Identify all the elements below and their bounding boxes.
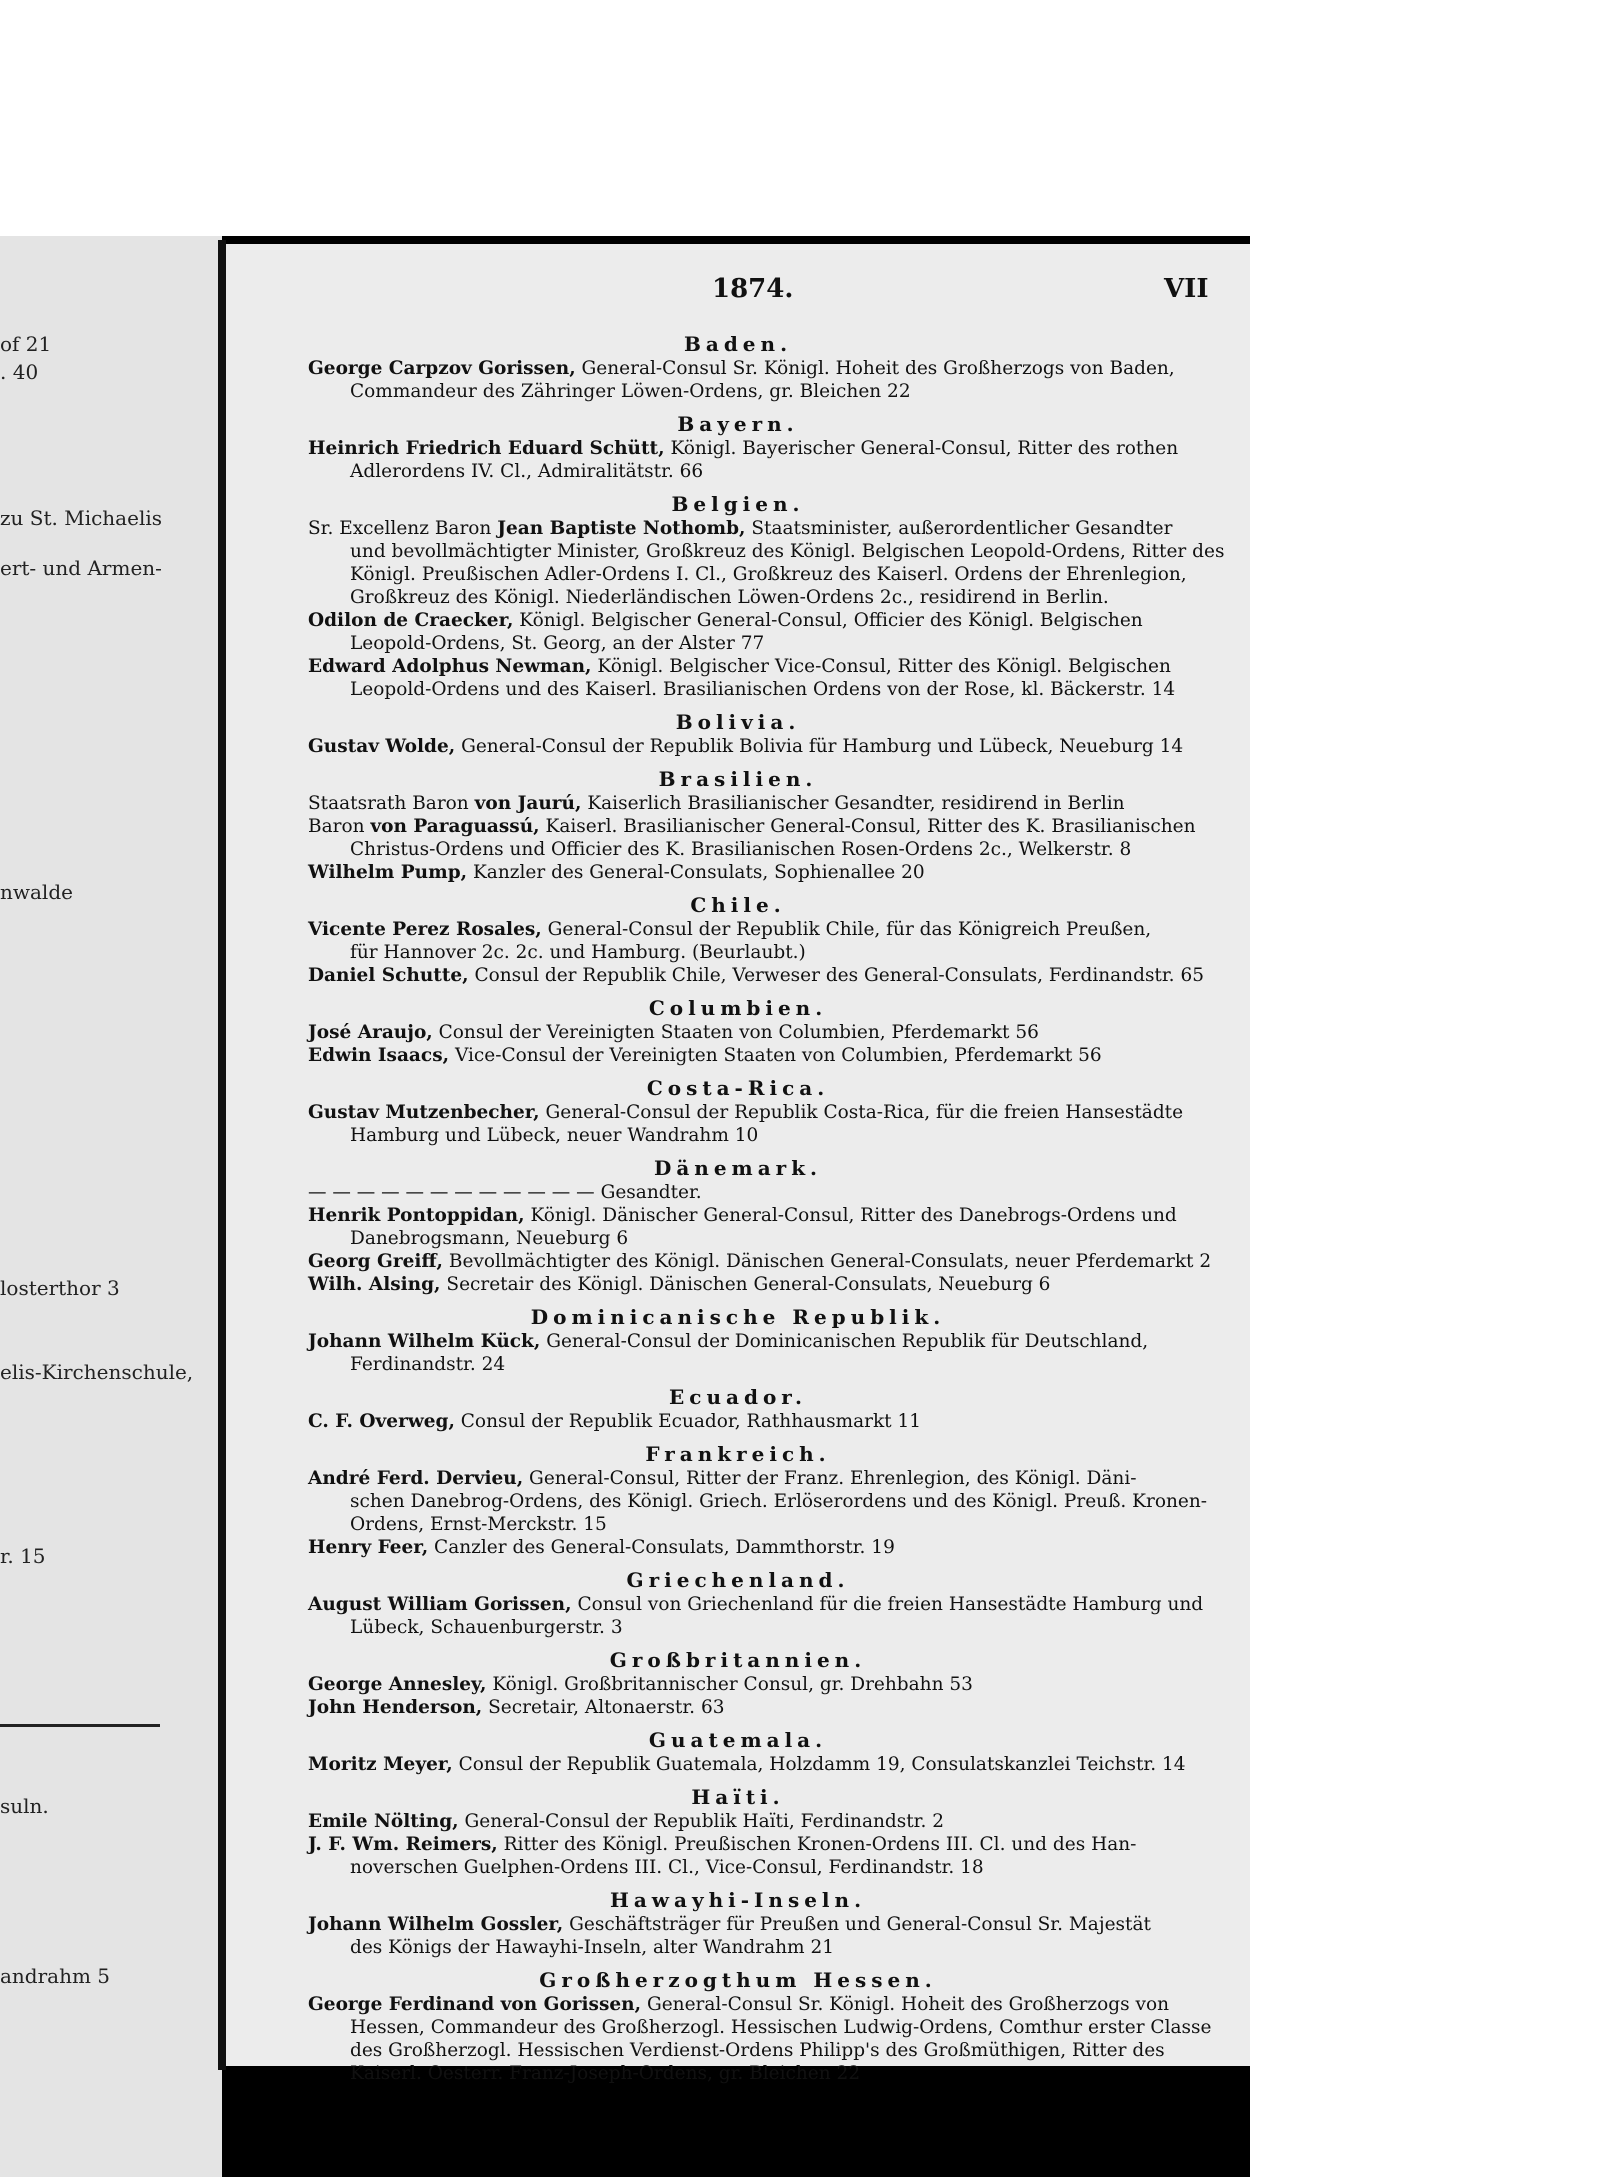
entry-prefix: — — — — — — — — — — — — [308, 1182, 601, 1203]
entry-text: Königl. Preußischen Adler-Ordens I. Cl., Großkreuz des Kaiserl. Ordens der Ehrenlegion, [350, 564, 1187, 585]
entry-text: und bevollmächtigter Minister, Großkreuz des Königl. Belgischen Leopold-Ordens, Ritter des [350, 541, 1225, 562]
left-margin-text: of 21 [0, 332, 52, 356]
right-page [226, 244, 1250, 2084]
entry-text: Königl. Großbritannischer Consul, gr. Drehbahn 53 [492, 1674, 973, 1695]
entry-line [308, 1411, 921, 1433]
entry-text: des Königs der Hawayhi-Inseln, alter Wandrahm 21 [350, 1937, 835, 1958]
left-margin-text: elis-Kirchenschule, [0, 1360, 194, 1384]
country-heading: Baden. [683, 332, 793, 356]
entry-text: Leopold-Ordens, St. Georg, an der Alster 77 [350, 633, 765, 654]
entry-name: Gustav Mutzenbecher, [308, 1102, 540, 1123]
entry-line [308, 358, 1175, 380]
entry-text: Bevollmächtigter des Königl. Dänischen General-Consulats, neuer Pferdemarkt 2 [448, 1251, 1212, 1272]
entry-line [308, 793, 1125, 815]
entry-line [308, 736, 1183, 758]
entry-text: Gesandter. [600, 1182, 702, 1203]
country-heading: Belgien. [671, 492, 805, 516]
entry-text: Kaiserlich Brasilianischer Gesandter, residirend in Berlin [587, 793, 1125, 814]
entry-line [308, 1834, 1136, 1856]
entry-prefix: Staatsrath Baron [308, 793, 475, 814]
entry-text: General-Consul der Republik Costa-Rica, für die freien Hansestädte [545, 1102, 1184, 1123]
entry-name: Emile Nölting, [308, 1811, 459, 1832]
entry-line [308, 1754, 1186, 1776]
entry-text: General-Consul der Republik Chile, für das Königreich Preußen, [547, 919, 1152, 940]
entry-line [308, 919, 1151, 941]
entry-continuation-line [350, 564, 1187, 586]
left-margin-text: suln. [0, 1794, 49, 1818]
entry-line [308, 816, 1196, 838]
country-heading: Dominicanische Republik. [530, 1305, 946, 1329]
entry-text: Consul der Vereinigten Staaten von Columbien, Pferdemarkt 56 [438, 1022, 1039, 1043]
entry-line [308, 1914, 1151, 1936]
country-heading: Bolivia. [675, 710, 801, 734]
left-margin-text: andrahm 5 [0, 1964, 111, 1988]
entry-text: General-Consul, Ritter der Franz. Ehrenlegion, des Königl. Däni- [529, 1468, 1137, 1489]
entry-line [308, 656, 1171, 678]
left-margin-text: ert- und Armen- [0, 556, 162, 580]
entry-text: Großkreuz des Königl. Niederländischen Löwen-Ordens 2c., residirend in Berlin. [350, 587, 1109, 608]
entry-line [308, 610, 1143, 632]
country-heading: Guatemala. [648, 1728, 828, 1752]
entry-name: Henry Feer, [308, 1537, 429, 1558]
entry-name: Odilon de Craecker, [308, 610, 514, 631]
country-heading: Costa-Rica. [646, 1076, 830, 1100]
entry-continuation-line [350, 2040, 1165, 2062]
page-number: VII [1164, 274, 1209, 304]
entry-text: Königl. Bayerischer General-Consul, Ritter des rothen [670, 438, 1179, 459]
entry-text: Consul der Republik Ecuador, Rathhausmarkt 11 [460, 1411, 922, 1432]
entry-line [308, 1331, 1148, 1353]
entry-text: Consul der Republik Guatemala, Holzdamm 19, Consulatskanzlei Teichstr. 14 [458, 1754, 1186, 1775]
entry-line [308, 1045, 1102, 1067]
entry-name: Edwin Isaacs, [308, 1045, 450, 1066]
entry-name: Daniel Schutte, [308, 965, 469, 986]
entry-name: George Ferdinand von Gorissen, [308, 1994, 642, 2015]
country-heading: Ecuador. [669, 1385, 807, 1409]
entry-name: Gustav Wolde, [308, 736, 456, 757]
entry-name: George Annesley, [308, 1674, 487, 1695]
entry-text: Vice-Consul der Vereinigten Staaten von Columbien, Pferdemarkt 56 [454, 1045, 1102, 1066]
country-heading: Großbritannien. [609, 1648, 867, 1672]
country-heading: Hawayhi-Inseln. [609, 1888, 867, 1912]
entry-name: Johann Wilhelm Gossler, [308, 1914, 564, 1935]
entry-line [308, 1697, 724, 1719]
entry-text: Christus-Ordens und Officier des K. Brasilianischen Rosen-Ordens 2c., Welkerstr. 8 [350, 839, 1132, 860]
entry-line [308, 1537, 895, 1559]
entry-continuation-line [350, 679, 1175, 701]
entry-line [308, 1811, 944, 1833]
entry-text: schen Danebrog-Ordens, des Königl. Griech. Erlöserordens und des Königl. Preuß. Kronen- [350, 1491, 1208, 1512]
entry-continuation-line [350, 461, 703, 483]
country-heading: Dänemark. [653, 1156, 823, 1180]
entry-line [308, 965, 1204, 987]
left-page-fragment [0, 236, 222, 2177]
entry-name: J. F. Wm. Reimers, [308, 1834, 498, 1855]
entry-prefix: Baron [308, 816, 371, 837]
country-heading: Griechenland. [626, 1568, 850, 1592]
entry-line [308, 1022, 1039, 1044]
entry-continuation-line [350, 587, 1109, 609]
country-heading: Columbien. [648, 996, 828, 1020]
entry-text: Danebrogsmann, Neueburg 6 [350, 1228, 629, 1249]
entry-text: General-Consul der Republik Bolivia für Hamburg und Lübeck, Neueburg 14 [461, 736, 1184, 757]
entry-continuation-line [350, 1937, 834, 1959]
entry-name: Edward Adolphus Newman, [308, 656, 592, 677]
entry-name: C. F. Overweg, [308, 1411, 455, 1432]
entry-continuation-line [350, 1491, 1207, 1513]
entry-continuation-line [350, 1125, 758, 1147]
scan-background-right [1250, 0, 1600, 2177]
entry-continuation-line [350, 942, 806, 964]
entry-text: Königl. Belgischer General-Consul, Officier des Königl. Belgischen [519, 610, 1143, 631]
entry-text: Ordens, Ernst-Merckstr. 15 [350, 1514, 607, 1535]
entry-name: August William Gorissen, [308, 1594, 572, 1615]
entry-name: Johann Wilhelm Kück, [308, 1331, 541, 1352]
entry-continuation-line [350, 541, 1224, 563]
entry-name: José Araujo, [308, 1022, 433, 1043]
entry-text: Geschäftsträger für Preußen und General-Consul Sr. Majestät [569, 1914, 1151, 1935]
entry-name: Wilh. Alsing, [308, 1274, 441, 1295]
entry-name: John Henderson, [308, 1697, 483, 1718]
entry-name: Henrik Pontoppidan, [308, 1205, 525, 1226]
entry-name: Wilhelm Pump, [308, 862, 468, 883]
entry-line [308, 1674, 973, 1696]
entry-text: Königl. Belgischer Vice-Consul, Ritter des Königl. Belgischen [597, 656, 1171, 677]
entry-text: Consul von Griechenland für die freien Hansestädte Hamburg und [577, 1594, 1204, 1615]
entry-line [308, 1594, 1203, 1616]
entry-prefix: Sr. Excellenz Baron [308, 518, 498, 539]
entry-text: Consul der Republik Chile, Verweser des General-Consulats, Ferdinandstr. 65 [474, 965, 1204, 986]
entry-line [308, 1102, 1183, 1124]
page-year: 1874. [712, 274, 794, 304]
entry-text: Leopold-Ordens und des Kaiserl. Brasilianischen Ordens von der Rose, kl. Bäckerstr. 14 [350, 679, 1176, 700]
entry-line [308, 1468, 1137, 1490]
entry-name: von Paraguassú, [370, 816, 540, 837]
entry-continuation-line [350, 1617, 623, 1639]
entry-text: Kaiserl. Oesterr. Franz-Joseph-Ordens, gr. Bleichen 22 [350, 2063, 861, 2084]
country-heading: Frankreich. [645, 1442, 831, 1466]
entry-name: Georg Greiff, [308, 1251, 444, 1272]
entry-name: Jean Baptiste Nothomb, [497, 518, 746, 539]
entry-continuation-line [350, 839, 1131, 861]
entry-line [308, 1994, 1169, 2016]
entry-name: André Ferd. Dervieu, [308, 1468, 524, 1489]
country-heading: Brasilien. [658, 767, 818, 791]
entry-text: Commandeur des Zähringer Löwen-Ordens, gr. Bleichen 22 [350, 381, 911, 402]
country-heading: Bayern. [677, 412, 799, 436]
entry-text: General-Consul der Dominicanischen Republik für Deutschland, [546, 1331, 1149, 1352]
entry-text: Ferdinandstr. 24 [350, 1354, 506, 1375]
entry-text: Kaiserl. Brasilianischer General-Consul, Ritter des K. Brasilianischen [545, 816, 1196, 837]
entry-text: Staatsminister, außerordentlicher Gesandter [751, 518, 1173, 539]
entry-continuation-line [350, 633, 764, 655]
country-heading: Chile. [690, 893, 786, 917]
entry-text: General-Consul der Republik Haïti, Ferdinandstr. 2 [464, 1811, 945, 1832]
entry-line [308, 1251, 1211, 1273]
entry-continuation-line [350, 1514, 607, 1536]
entry-text: Adlerordens IV. Cl., Admiralitätstr. 66 [350, 461, 704, 482]
left-margin-text: zu St. Michaelis [0, 506, 163, 530]
entry-line [308, 1182, 702, 1204]
entry-text: des Großherzogl. Hessischen Verdienst-Ordens Philipp's des Großmüthigen, Ritter des [350, 2040, 1165, 2061]
country-heading: Haïti. [691, 1785, 785, 1809]
entry-continuation-line [350, 1354, 505, 1376]
entry-name: Vicente Perez Rosales, [308, 919, 542, 940]
entry-text: Ritter des Königl. Preußischen Kronen-Ordens III. Cl. und des Han- [503, 1834, 1137, 1855]
book-spine [218, 240, 226, 2070]
entry-name: Moritz Meyer, [308, 1754, 453, 1775]
entry-name: George Carpzov Gorissen, [308, 358, 576, 379]
left-page-rule [0, 1724, 160, 1727]
entry-continuation-line [350, 2017, 1211, 2039]
entry-line [308, 862, 925, 884]
entry-continuation-line [350, 381, 911, 403]
entry-text: Hessen, Commandeur des Großherzogl. Hessischen Ludwig-Ordens, Comthur erster Classe [350, 2017, 1212, 2038]
entry-text: Secretair, Altonaerstr. 63 [488, 1697, 725, 1718]
entry-line [308, 1205, 1177, 1227]
entry-text: Lübeck, Schauenburgerstr. 3 [350, 1617, 623, 1638]
country-heading: Großherzogthum Hessen. [539, 1968, 937, 1992]
entry-text: Secretair des Königl. Dänischen General-Consulats, Neueburg 6 [446, 1274, 1051, 1295]
entry-text: Canzler des General-Consulats, Dammthorstr. 19 [434, 1537, 895, 1558]
left-margin-text: losterthor 3 [0, 1276, 120, 1300]
entry-name: von Jaurú, [474, 793, 582, 814]
entry-continuation-line [350, 1228, 628, 1250]
entry-continuation-line [350, 1857, 984, 1879]
entry-text: Hamburg und Lübeck, neuer Wandrahm 10 [350, 1125, 759, 1146]
entry-line [308, 438, 1178, 460]
entry-text: für Hannover 2c. 2c. und Hamburg. (Beurlaubt.) [350, 942, 806, 963]
entry-text: noverschen Guelphen-Ordens III. Cl., Vice-Consul, Ferdinandstr. 18 [350, 1857, 984, 1878]
entry-text: General-Consul Sr. Königl. Hoheit des Großherzogs von Baden, [581, 358, 1175, 379]
entry-line [308, 518, 1172, 540]
entry-text: Kanzler des General-Consulats, Sophienallee 20 [472, 862, 925, 883]
left-margin-text: r. 15 [0, 1544, 46, 1568]
entry-name: Heinrich Friedrich Eduard Schütt, [308, 438, 665, 459]
entry-continuation-line [350, 2063, 860, 2085]
left-margin-text: nwalde [0, 880, 73, 904]
entry-line [308, 1274, 1050, 1296]
entry-text: Königl. Dänischer General-Consul, Ritter des Danebrogs-Ordens und [530, 1205, 1177, 1226]
entry-text: General-Consul Sr. Königl. Hoheit des Großherzogs von [646, 1994, 1170, 2015]
left-margin-text: . 40 [0, 360, 39, 384]
